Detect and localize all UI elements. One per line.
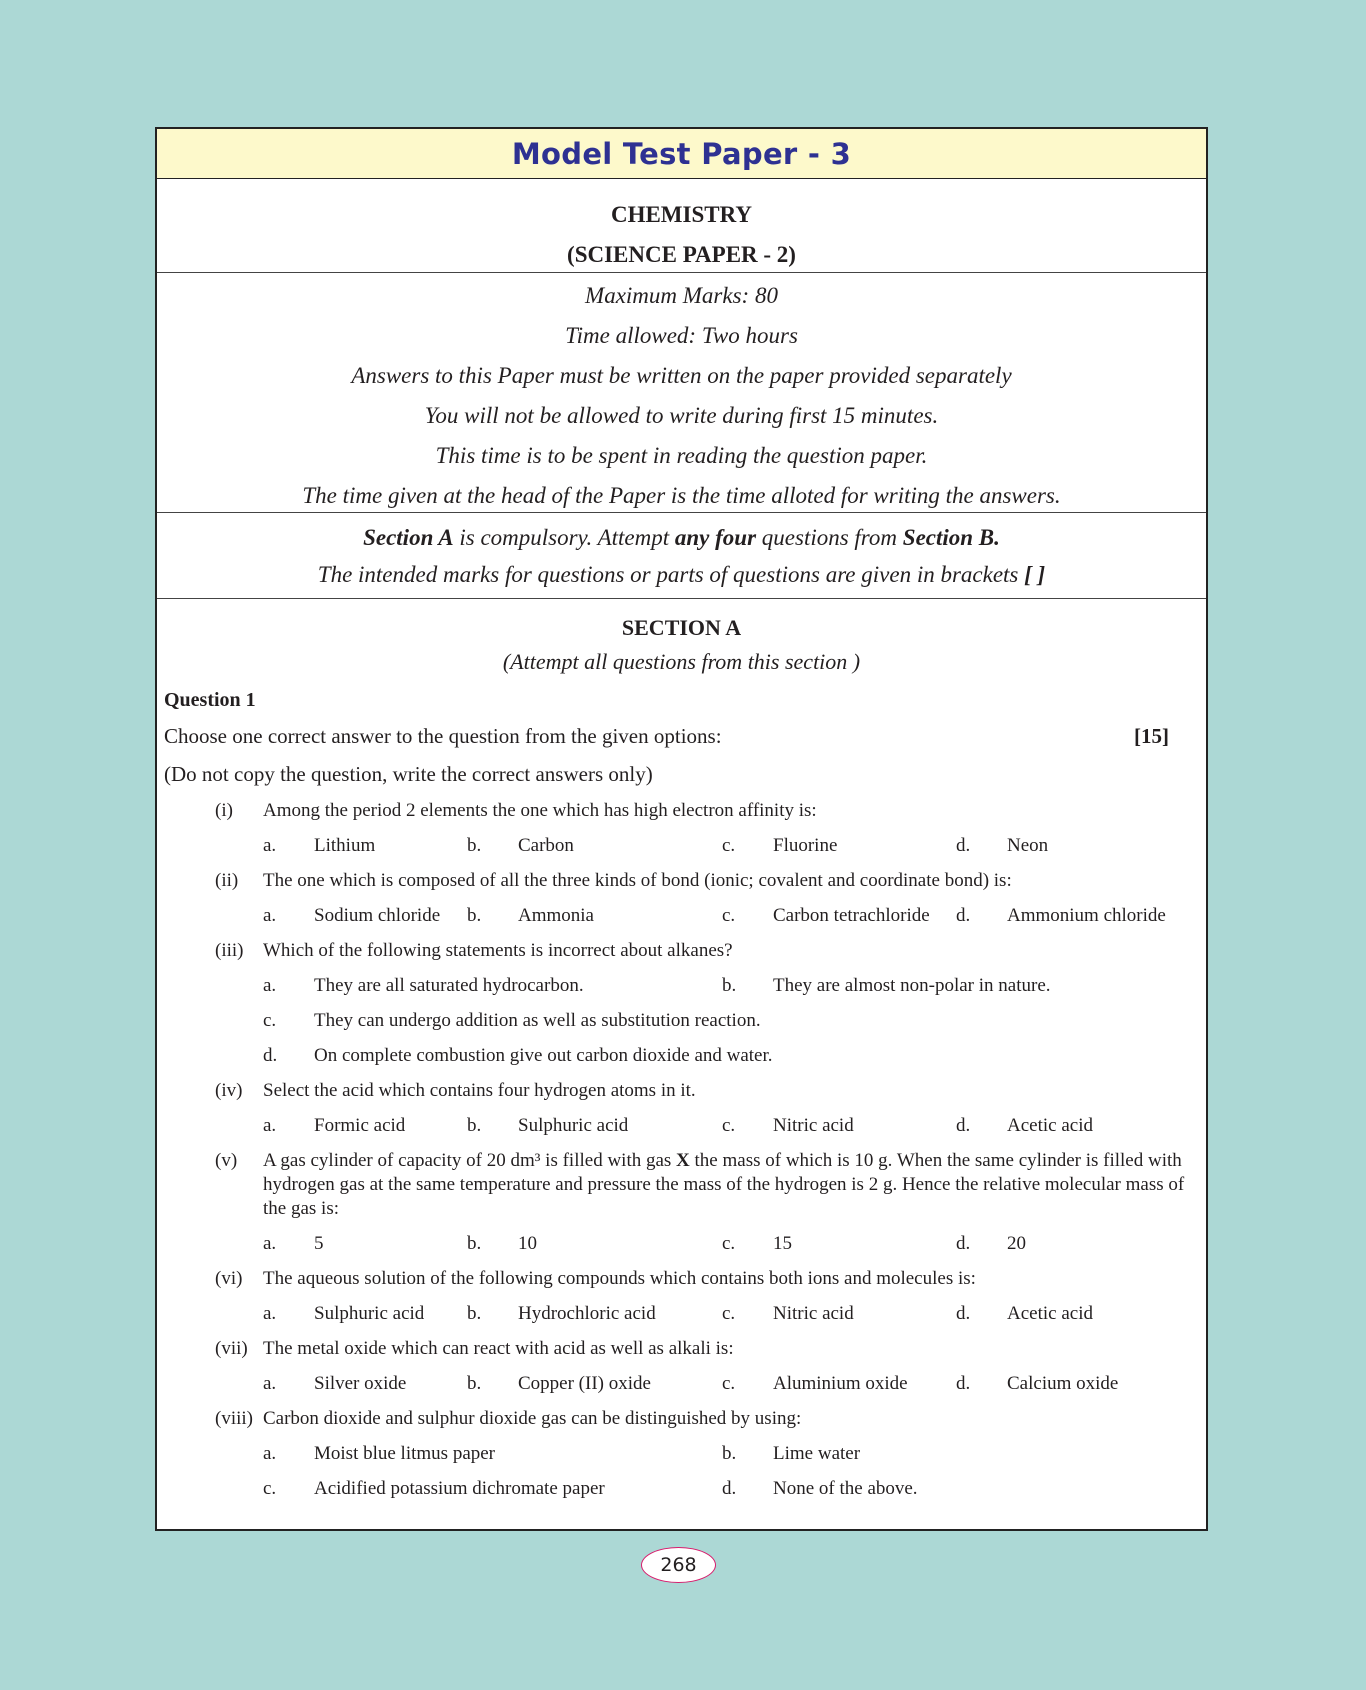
test-paper — [155, 127, 1208, 1531]
instruction-line: Maximum Marks: 80 — [585, 283, 778, 308]
question-item — [157, 863, 1206, 898]
question-instruction-2: (Do not copy the question, write the correct answers only) — [164, 762, 653, 786]
instruction-line: The time given at the head of the Paper is the time alloted for writing the answers. — [302, 483, 1061, 508]
note-line-1: Section A is compulsory. Attempt any four questions from Section B. — [363, 525, 1000, 550]
paper-title: Model Test Paper - 3 — [511, 136, 852, 171]
question-item — [157, 1143, 1206, 1226]
question-text: A gas cylinder of capacity of 20 dm³ is filled with gas X the mass of which is 10 g. When the same cylinder is filled with hydrogen gas at the same temperature and pressure the mass of the hydrogen is 2 g. Hence the relative molecular mass of the gas is: — [263, 1150, 1185, 1219]
note-line-2: The intended marks for questions or parts of questions are given in brackets [ ] — [317, 562, 1046, 587]
options-row: a. Formic acid b. Sulphuric acid c. Nitric acid d. Acetic acid — [263, 1115, 1093, 1136]
question-text: The one which is composed of all the three kinds of bond (ionic; covalent and coordinate bond) is: — [263, 870, 1012, 891]
options-row: a. Lithium b. Carbon c. Fluorine d. Neon — [263, 835, 1049, 856]
instruction-line: This time is to be spent in reading the question paper. — [435, 443, 928, 468]
question-text: Which of the following statements is incorrect about alkanes? — [263, 940, 733, 961]
options-row: c. Acidified potassium dichromate paper d. None of the above. — [263, 1478, 918, 1499]
question-text: Carbon dioxide and sulphur dioxide gas can be distinguished by using: — [263, 1408, 802, 1429]
question-item — [157, 793, 1206, 828]
question-text: The aqueous solution of the following compounds which contains both ions and molecules is: — [263, 1268, 976, 1289]
options-row: d. On complete combustion give out carbon dioxide and water. — [263, 1045, 773, 1066]
question-number: (viii) — [215, 1408, 253, 1429]
question-item — [157, 1261, 1206, 1296]
section-a — [157, 607, 1206, 1506]
question-number: (vi) — [215, 1268, 243, 1289]
options-row: a. They are all saturated hydrocarbon. b. They are almost non-polar in nature. — [263, 975, 1051, 996]
title-bar — [157, 129, 1206, 179]
question-item — [157, 1331, 1206, 1366]
instruction-line: You will not be allowed to write during first 15 minutes. — [424, 403, 939, 428]
instructions-block — [157, 273, 1206, 513]
subject-name: CHEMISTRY — [610, 202, 753, 227]
options-row: a. Sulphuric acid b. Hydrochloric acid c. Nitric acid d. Acetic acid — [263, 1303, 1093, 1324]
instruction-line: Time allowed: Two hours — [565, 323, 798, 348]
section-subtitle: (Attempt all questions from this section ) — [502, 649, 861, 674]
question-marks: [15] — [1134, 724, 1169, 748]
question-item — [157, 1073, 1206, 1108]
question-text: Among the period 2 elements the one which has high electron affinity is: — [263, 800, 817, 821]
instruction-line: Answers to this Paper must be written on the paper provided separately — [351, 363, 1012, 388]
question-instruction: Choose one correct answer to the question from the given options: [15] — [157, 717, 1206, 755]
question-number: (v) — [215, 1150, 238, 1171]
subject-block — [157, 179, 1206, 273]
subject-paper: (SCIENCE PAPER - 2) — [567, 242, 796, 267]
options-row: c. They can undergo addition as well as substitution reaction. — [263, 1010, 761, 1031]
question-text: Select the acid which contains four hydrogen atoms in it. — [263, 1080, 696, 1101]
question-text: The metal oxide which can react with acid as well as alkali is: — [263, 1338, 734, 1359]
page-number: 268 — [641, 1547, 716, 1583]
question-number: (i) — [215, 800, 233, 821]
question-heading: Question 1 — [164, 689, 256, 711]
question-item — [157, 933, 1206, 968]
options-row: a. Moist blue litmus paper b. Lime water — [263, 1443, 861, 1464]
question-number: (vii) — [215, 1338, 248, 1359]
question-item — [157, 1401, 1206, 1436]
note-block — [157, 513, 1206, 599]
options-row: a. Sodium chloride b. Ammonia c. Carbon tetrachloride d. Ammonium chloride — [263, 905, 1166, 926]
options-row: a. Silver oxide b. Copper (II) oxide c. Aluminium oxide d. Calcium oxide — [263, 1373, 1119, 1394]
question-number: (iii) — [215, 940, 244, 961]
question-number: (iv) — [215, 1080, 243, 1101]
question-number: (ii) — [215, 870, 239, 891]
options-row: a. 5 b. 10 c. 15 d. 20 — [263, 1233, 1026, 1254]
section-title: SECTION A — [621, 615, 742, 640]
